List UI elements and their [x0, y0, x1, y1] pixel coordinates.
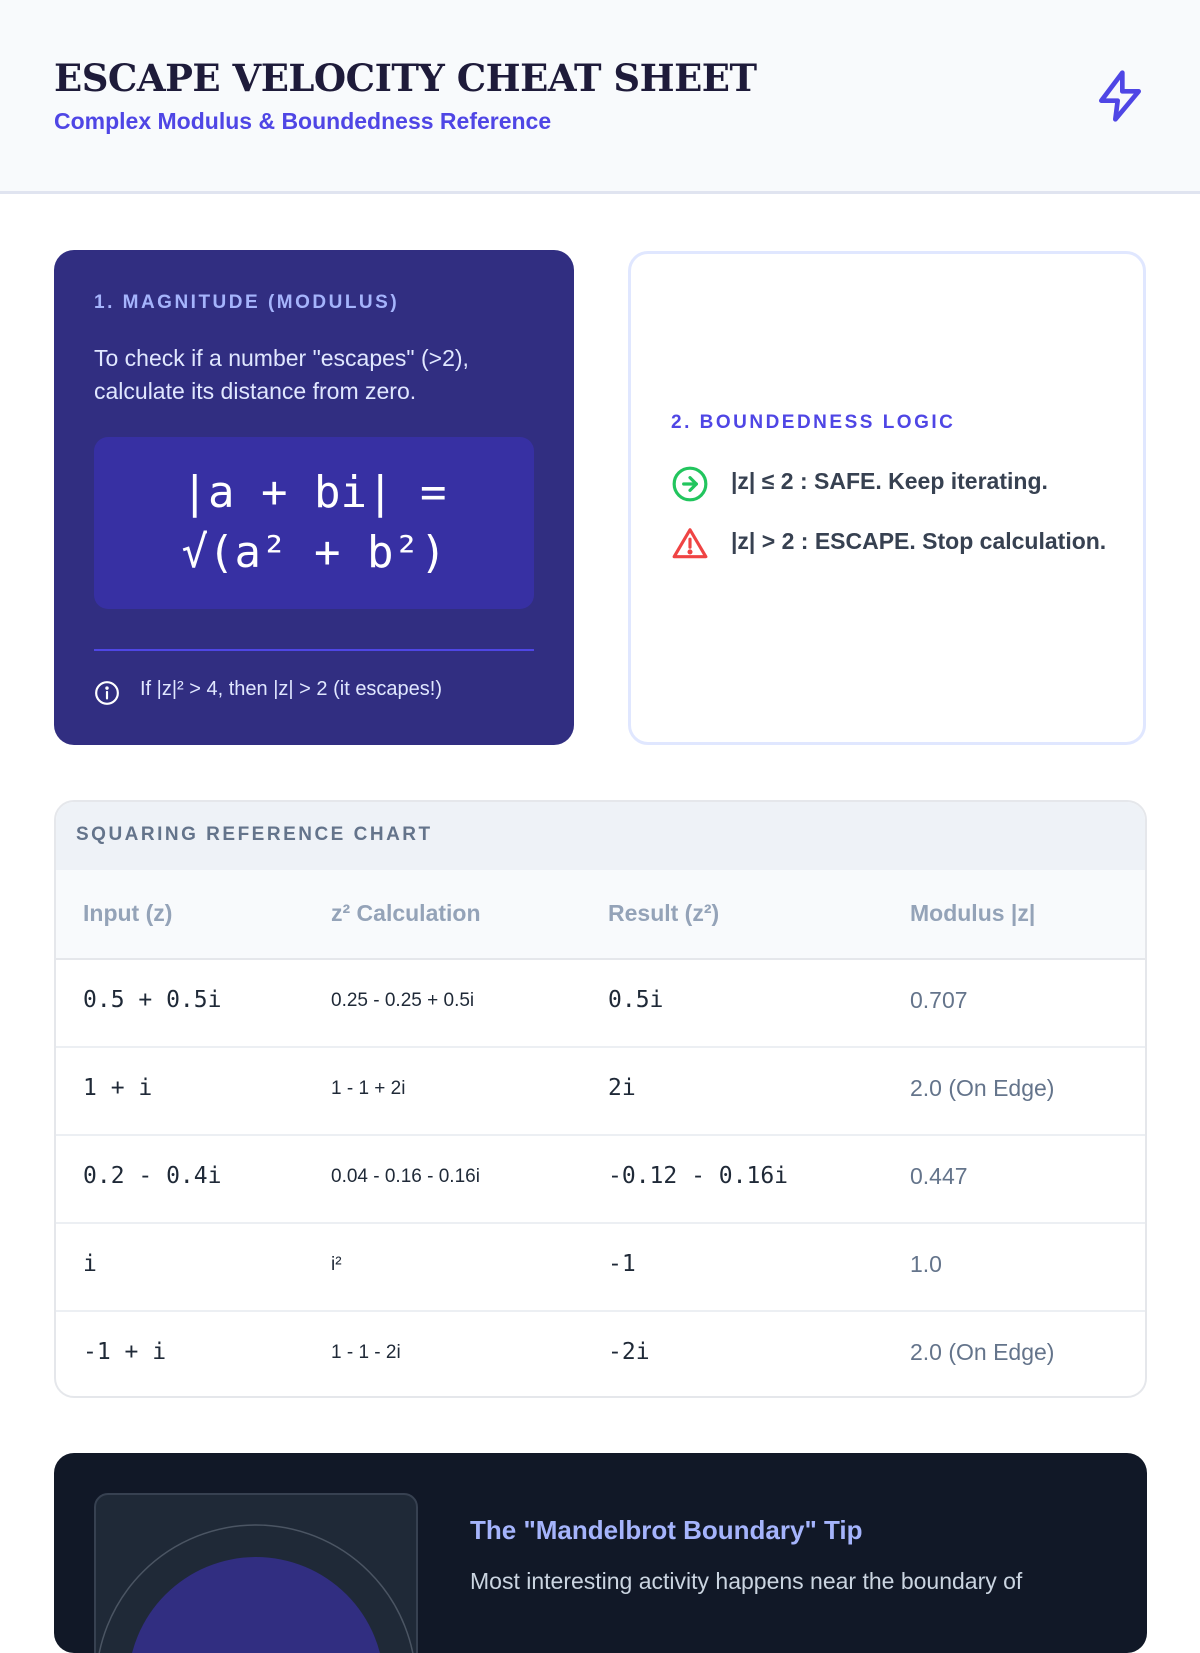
table-row [56, 1046, 1145, 1136]
boundedness-heading: 2. BOUNDEDNESS LOGIC [671, 412, 956, 433]
info-icon [94, 680, 120, 706]
formula-line-1: |a + bi| = [181, 467, 447, 518]
result-cell: -0.12 - 0.16i [608, 1163, 789, 1189]
boundedness-card [628, 251, 1146, 745]
column-header: Modulus |z| [910, 900, 1036, 926]
modulus-cell: 0.707 [910, 987, 968, 1013]
arrow-right-circle-icon [671, 465, 709, 503]
tip-title: The "Mandelbrot Boundary" Tip [470, 1515, 863, 1545]
modulus-formula [94, 463, 534, 583]
mandelbrot-graphic [96, 1495, 416, 1653]
magnitude-note: If |z|² > 4, then |z| > 2 (it escapes!) [140, 678, 443, 700]
result-cell: 2i [608, 1075, 636, 1101]
result-cell: -2i [608, 1339, 650, 1365]
input-cell: 0.5 + 0.5i [83, 987, 222, 1013]
input-cell: 1 + i [83, 1075, 153, 1101]
calculation-cell: i² [331, 1254, 342, 1275]
modulus-cell: 2.0 (On Edge) [910, 1339, 1055, 1365]
safe-rule: |z| ≤ 2 : SAFE. Keep iterating. [731, 468, 1048, 494]
input-cell: i [83, 1251, 97, 1277]
table-row [56, 1134, 1145, 1224]
page-subtitle: Complex Modulus & Boundedness Reference [54, 108, 552, 134]
calculation-cell: 0.25 - 0.25 + 0.5i [331, 990, 475, 1011]
modulus-cell: 0.447 [910, 1163, 968, 1189]
column-header: Input (z) [83, 900, 173, 926]
tip-card [54, 1453, 1147, 1653]
input-cell: -1 + i [83, 1339, 167, 1365]
result-cell: 0.5i [608, 987, 664, 1013]
input-cell: 0.2 - 0.4i [83, 1163, 222, 1189]
column-headers [56, 870, 1145, 960]
table-title: SQUARING REFERENCE CHART [76, 824, 433, 845]
calculation-cell: 0.04 - 0.16 - 0.16i [331, 1166, 480, 1187]
divider [94, 649, 534, 651]
squaring-table [54, 800, 1147, 1398]
modulus-cell: 2.0 (On Edge) [910, 1075, 1055, 1101]
magnitude-card [54, 250, 574, 745]
column-header: Result (z²) [608, 900, 720, 926]
table-row [56, 958, 1145, 1048]
formula-box [94, 437, 534, 609]
page-title: ESCAPE VELOCITY CHEAT SHEET [54, 56, 757, 100]
result-cell: -1 [608, 1251, 636, 1277]
table-row [56, 1222, 1145, 1312]
calculation-cell: 1 - 1 + 2i [331, 1078, 406, 1099]
column-header: z² Calculation [331, 900, 481, 926]
table-row [56, 1310, 1145, 1398]
warning-triangle-icon [671, 525, 709, 563]
calculation-cell: 1 - 1 - 2i [331, 1342, 401, 1363]
modulus-cell: 1.0 [910, 1251, 942, 1277]
magnitude-intro: To check if a number "escapes" (>2), calculate its distance from zero. [94, 345, 469, 404]
tip-text: Most interesting activity happens near the boundary of [470, 1568, 1023, 1594]
table-header [56, 802, 1145, 872]
bolt-icon [1092, 68, 1148, 124]
formula-line-2: √(a² + b²) [181, 527, 447, 578]
escape-rule: |z| > 2 : ESCAPE. Stop calculation. [731, 528, 1107, 554]
magnitude-heading: 1. MAGNITUDE (MODULUS) [94, 292, 400, 313]
header [0, 0, 1200, 194]
mandelbrot-illustration [94, 1493, 418, 1653]
